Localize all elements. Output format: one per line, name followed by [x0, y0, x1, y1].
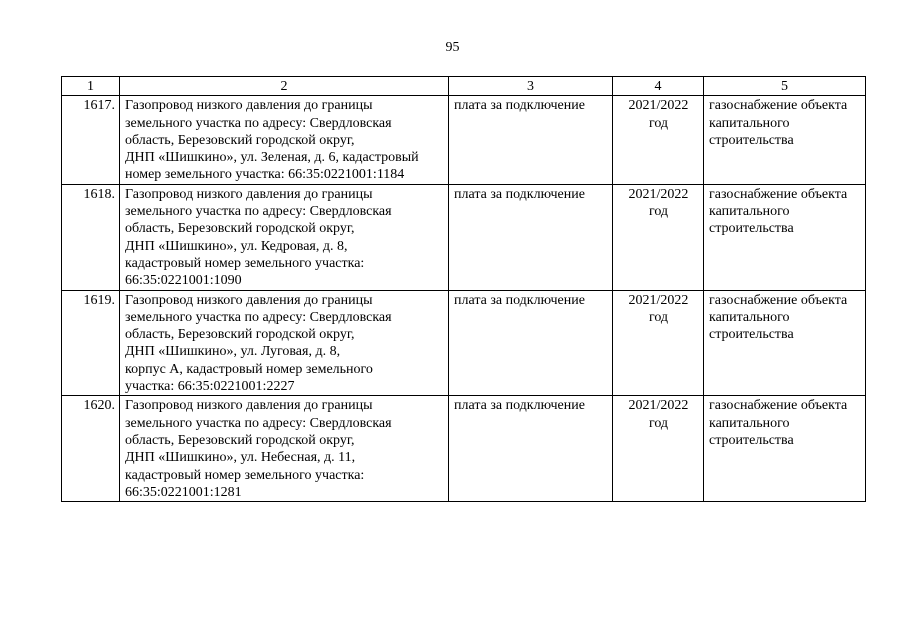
table-row: [62, 184, 866, 290]
object-description: [120, 96, 449, 184]
object-description: [120, 396, 449, 502]
period-line: год: [648, 115, 669, 131]
purpose-line: строительства: [709, 221, 794, 237]
row-number: 1617.: [62, 96, 120, 184]
header-col-3: 3: [449, 77, 613, 96]
description-line: кадастровый номер земельного участка:: [125, 255, 365, 271]
purpose-line: капитального: [709, 204, 790, 220]
payment-type: плата за подключение: [449, 184, 613, 290]
description-line: ДНП «Шишкино», ул. Небесная, д. 11,: [125, 450, 356, 466]
purpose-line: капитального: [709, 309, 790, 325]
data-table: [61, 76, 866, 502]
description-line: ДНП «Шишкино», ул. Кедровая, д. 8,: [125, 238, 348, 254]
purpose-line: капитального: [709, 115, 790, 131]
header-row: [62, 77, 866, 96]
description-line: земельного участка по адресу: Свердловская: [125, 309, 392, 325]
description-line: Газопровод низкого давления до границы: [125, 398, 373, 414]
period: [613, 396, 704, 502]
purpose: [704, 290, 866, 396]
description-line: номер земельного участка: 66:35:0221001:1184: [125, 167, 405, 183]
row-number: 1620.: [62, 396, 120, 502]
description-line: область, Березовский городской округ,: [125, 432, 355, 448]
description-line: кадастровый номер земельного участка:: [125, 467, 365, 483]
purpose: [704, 184, 866, 290]
header-col-1: 1: [62, 77, 120, 96]
object-description: [120, 290, 449, 396]
description-line: Газопровод низкого давления до границы: [125, 186, 373, 202]
period-line: год: [648, 204, 669, 220]
header-col-4: 4: [613, 77, 704, 96]
description-line: 66:35:0221001:1281: [125, 484, 242, 500]
table-row: [62, 396, 866, 502]
header-col-5: 5: [704, 77, 866, 96]
period-line: 2021/2022: [628, 292, 689, 308]
period-line: 2021/2022: [628, 398, 689, 414]
purpose-line: строительства: [709, 327, 794, 343]
description-line: Газопровод низкого давления до границы: [125, 98, 373, 114]
table-row: [62, 290, 866, 396]
description-line: область, Березовский городской округ,: [125, 327, 355, 343]
description-line: область, Березовский городской округ,: [125, 221, 355, 237]
period: [613, 184, 704, 290]
period-line: 2021/2022: [628, 98, 689, 114]
period-line: год: [648, 309, 669, 325]
description-line: участка: 66:35:0221001:2227: [125, 379, 295, 395]
period: [613, 96, 704, 184]
purpose-line: строительства: [709, 432, 794, 448]
row-number: 1618.: [62, 184, 120, 290]
description-line: корпус А, кадастровый номер земельного: [125, 361, 373, 377]
description-line: земельного участка по адресу: Свердловская: [125, 204, 392, 220]
description-line: земельного участка по адресу: Свердловская: [125, 115, 392, 131]
purpose-line: газоснабжение объекта: [709, 98, 848, 114]
header-col-2: 2: [120, 77, 449, 96]
description-line: Газопровод низкого давления до границы: [125, 292, 373, 308]
period-line: год: [648, 415, 669, 431]
description-line: ДНП «Шишкино», ул. Луговая, д. 8,: [125, 344, 341, 360]
object-description: [120, 184, 449, 290]
purpose-line: капитального: [709, 415, 790, 431]
period-line: 2021/2022: [628, 186, 689, 202]
table-header: [62, 77, 866, 96]
table-body: [62, 96, 866, 502]
period: [613, 290, 704, 396]
description-line: ДНП «Шишкино», ул. Зеленая, д. 6, кадастровый: [125, 150, 419, 166]
payment-type: плата за подключение: [449, 290, 613, 396]
page-number: 95: [445, 40, 460, 55]
purpose: [704, 396, 866, 502]
description-line: земельного участка по адресу: Свердловская: [125, 415, 392, 431]
table-row: [62, 96, 866, 184]
purpose-line: строительства: [709, 132, 794, 148]
purpose: [704, 96, 866, 184]
description-line: область, Березовский городской округ,: [125, 132, 355, 148]
purpose-line: газоснабжение объекта: [709, 292, 848, 308]
payment-type: плата за подключение: [449, 396, 613, 502]
row-number: 1619.: [62, 290, 120, 396]
purpose-line: газоснабжение объекта: [709, 398, 848, 414]
purpose-line: газоснабжение объекта: [709, 186, 848, 202]
description-line: 66:35:0221001:1090: [125, 273, 242, 289]
payment-type: плата за подключение: [449, 96, 613, 184]
